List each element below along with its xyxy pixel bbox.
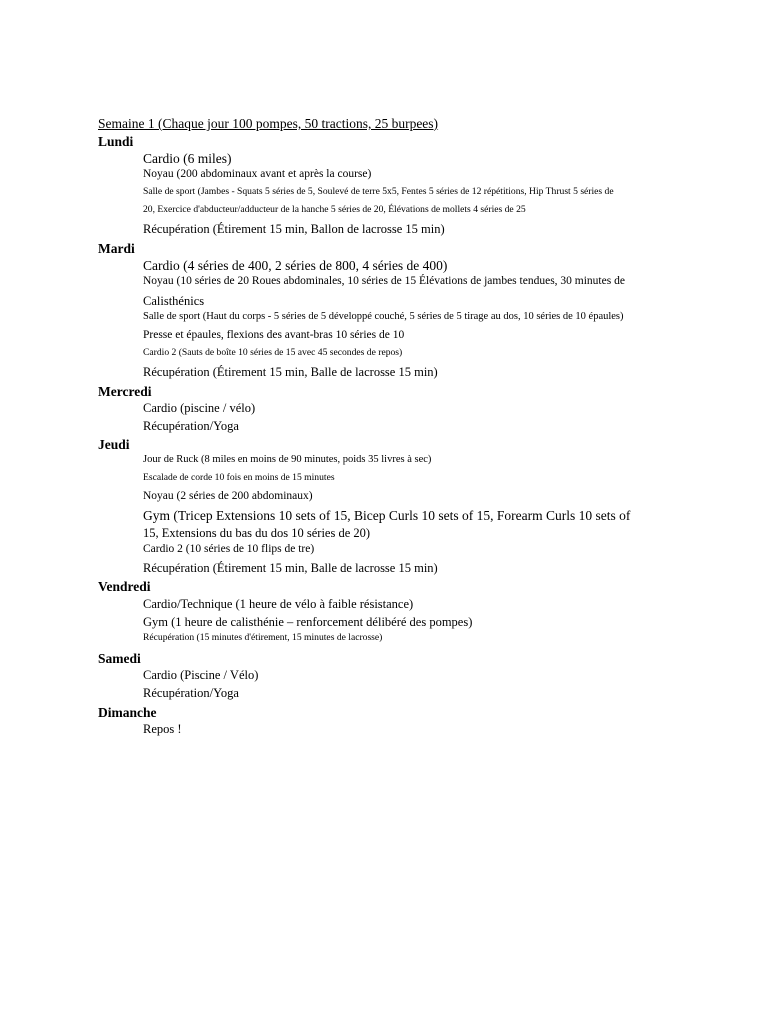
day-heading-dimanche: Dimanche	[98, 705, 157, 720]
day-heading-vendredi: Vendredi	[98, 579, 151, 594]
mardi-line-4: Salle de sport (Haut du corps - 5 séries de 5 développé couché, 5 séries de 5 tirage au dos, 10 séries de 10 épaules)	[143, 311, 624, 322]
lundi-line-1: Cardio (6 miles)	[143, 151, 232, 166]
mercredi-line-2: Récupération/Yoga	[143, 419, 239, 433]
mardi-line-6: Cardio 2 (Sauts de boîte 10 séries de 15 avec 45 secondes de repos)	[143, 347, 403, 358]
lundi-line-5: Récupération (Étirement 15 min, Ballon de lacrosse 15 min)	[143, 222, 445, 236]
mardi-line-1: Cardio (4 séries de 400, 2 séries de 800, 4 séries de 400)	[143, 258, 448, 273]
document-title: Semaine 1 (Chaque jour 100 pompes, 50 tractions, 25 burpees)	[98, 116, 439, 131]
dimanche-line-1: Repos !	[143, 722, 182, 736]
lundi-line-3: Salle de sport (Jambes - Squats 5 séries de 5, Soulevé de terre 5x5, Fentes 5 séries de 12 répétitions, Hip Thrust 5 séries de	[143, 186, 614, 197]
vendredi-line-1: Cardio/Technique (1 heure de vélo à faible résistance)	[143, 597, 414, 611]
jeudi-line-6: Cardio 2 (10 séries de 10 flips de tre)	[143, 543, 315, 555]
lundi-line-4: 20, Exercice d'abducteur/adducteur de la hanche 5 séries de 20, Élévations de mollets 4 séries de 25	[143, 204, 526, 215]
jeudi-line-5: 15, Extensions du bas du dos 10 séries de 20)	[143, 526, 371, 540]
vendredi-line-2: Gym (1 heure de calisthénie – renforcement délibéré des pompes)	[143, 615, 473, 629]
day-heading-mercredi: Mercredi	[98, 384, 152, 399]
day-heading-samedi: Samedi	[98, 651, 141, 666]
vendredi-line-3: Récupération (15 minutes d'étirement, 15 minutes de lacrosse)	[143, 632, 383, 643]
samedi-line-2: Récupération/Yoga	[143, 686, 239, 700]
mardi-line-5: Presse et épaules, flexions des avant-bras 10 séries de 10	[143, 329, 405, 341]
jeudi-line-4: Gym (Tricep Extensions 10 sets of 15, Bicep Curls 10 sets of 15, Forearm Curls 10 sets of	[143, 508, 631, 523]
day-heading-jeudi: Jeudi	[98, 437, 130, 452]
mardi-line-2: Noyau (10 séries de 20 Roues abdominales, 10 séries de 15 Élévations de jambes tendues, 30 minutes de	[143, 275, 625, 287]
jeudi-line-2: Escalade de corde 10 fois en moins de 15 minutes	[143, 472, 335, 483]
mercredi-line-1: Cardio (piscine / vélo)	[143, 401, 256, 415]
mardi-line-7: Récupération (Étirement 15 min, Balle de lacrosse 15 min)	[143, 365, 438, 379]
day-heading-mardi: Mardi	[98, 241, 135, 256]
mardi-line-3: Calisthénics	[143, 294, 205, 308]
samedi-line-1: Cardio (Piscine / Vélo)	[143, 668, 259, 682]
jeudi-line-7: Récupération (Étirement 15 min, Balle de lacrosse 15 min)	[143, 561, 438, 575]
lundi-line-2: Noyau (200 abdominaux avant et après la course)	[143, 168, 372, 180]
jeudi-line-3: Noyau (2 séries de 200 abdominaux)	[143, 490, 313, 502]
jeudi-line-1: Jour de Ruck (8 miles en moins de 90 minutes, poids 35 livres à sec)	[143, 454, 432, 465]
day-heading-lundi: Lundi	[98, 134, 134, 149]
